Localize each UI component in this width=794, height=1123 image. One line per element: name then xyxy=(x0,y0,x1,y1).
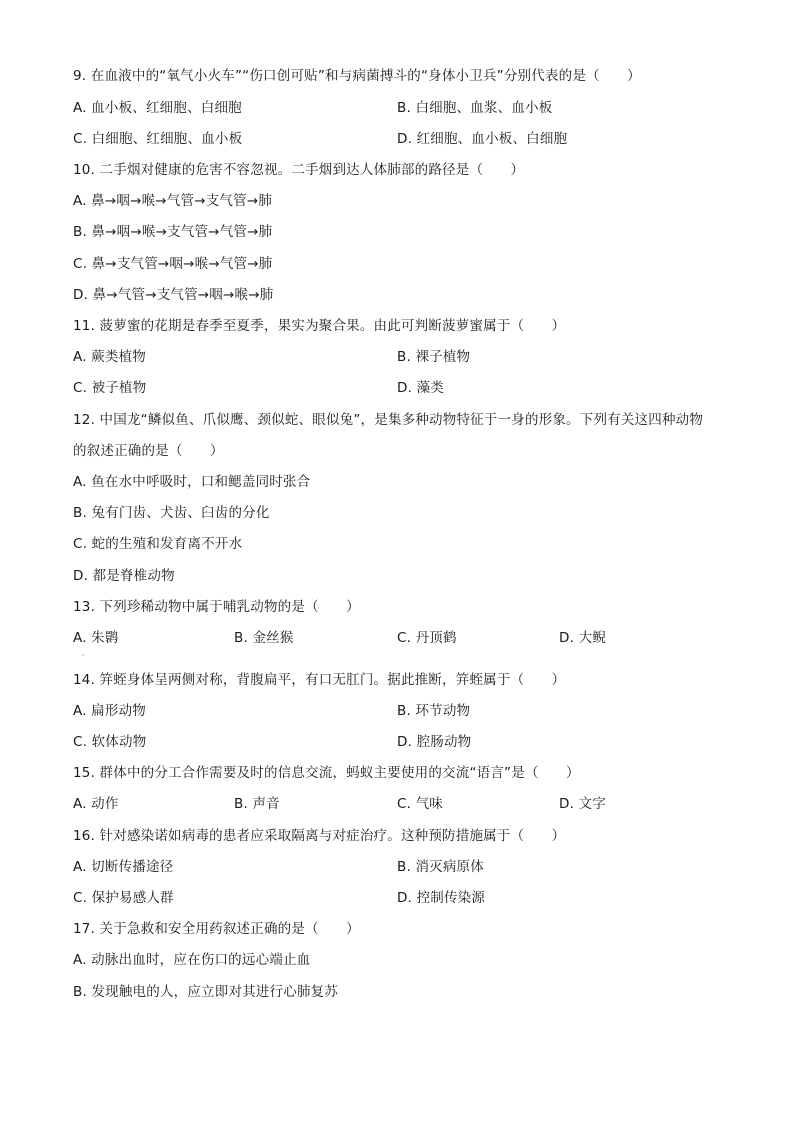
question-14-option-d: D. 腔肠动物 xyxy=(397,734,472,750)
question-14-stem: 14. 笄蛭身体呈两侧对称，背腹扁平，有口无肛门。据此推断，笄蛭属于（ ） xyxy=(73,672,566,688)
question-14-option-c: C. 软体动物 xyxy=(73,734,147,750)
question-17-option-a: A. 动脉出血时，应在伤口的远心端止血 xyxy=(73,952,311,968)
question-16-option-a: A. 切断传播途径 xyxy=(73,859,174,875)
question-10-option-a: A. 鼻→咽→喉→气管→支气管→肺 xyxy=(73,193,273,209)
question-16-option-c: C. 保护易感人群 xyxy=(73,890,174,906)
question-15-stem: 15. 群体中的分工合作需要及时的信息交流，蚂蚁主要使用的交流“语言”是（ ） xyxy=(73,765,580,781)
question-11-option-b: B. 裸子植物 xyxy=(397,349,471,365)
question-9-option-c: C. 白细胞、红细胞、血小板 xyxy=(73,131,243,147)
question-17-option-b: B. 发现触电的人，应立即对其进行心肺复苏 xyxy=(73,984,339,1000)
question-11-option-d: D. 藻类 xyxy=(397,380,444,396)
question-14-option-b: B. 环节动物 xyxy=(397,703,471,719)
question-12-option-b: B. 兔有门齿、犬齿、臼齿的分化 xyxy=(73,505,270,521)
question-15-option-a: A. 动作 xyxy=(73,796,119,812)
question-16-option-d: D. 控制传染源 xyxy=(397,890,486,906)
question-12-option-a: A. 鱼在水中呼吸时，口和鳃盖同时张合 xyxy=(73,474,311,490)
question-15-option-b: B. 声音 xyxy=(234,796,280,812)
question-11-stem: 11. 菠萝蜜的花期是春季至夏季，果实为聚合果。由此可判断菠萝蜜属于（ ） xyxy=(73,318,566,334)
question-12-option-c: C. 蛇的生殖和发育离不开水 xyxy=(73,536,243,552)
question-9-stem: 9. 在血液中的“氧气小火车”“伤口创可贴”和与病菌搏斗的“身体小卫兵”分别代表的是（ ） xyxy=(73,68,641,84)
question-11-option-a: A. 蕨类植物 xyxy=(73,349,146,365)
question-14-option-a: A. 扁形动物 xyxy=(73,703,146,719)
question-15-option-c: C. 气味 xyxy=(397,796,444,812)
question-9-option-b: B. 白细胞、血浆、血小板 xyxy=(397,100,553,116)
question-13-option-a: A. 朱鹮 xyxy=(73,630,119,646)
question-13-option-c: C. 丹顶鹤 xyxy=(397,630,457,646)
question-12-stem: 12. 中国龙“鳞似鱼、爪似鹰、颈似蛇、眼似兔”，是集多种动物特征于一身的形象。下列有关这四种动物 xyxy=(73,412,704,428)
question-16-option-b: B. 消灭病原体 xyxy=(397,859,484,875)
question-13-option-d: D. 大鲵 xyxy=(559,630,606,646)
question-10-option-b: B. 鼻→咽→喉→支气管→气管→肺 xyxy=(73,224,273,240)
question-12-option-d: D. 都是脊椎动物 xyxy=(73,568,175,584)
question-10-stem: 10. 二手烟对健康的危害不容忽视。二手烟到达人体肺部的路径是（ ） xyxy=(73,162,525,178)
stray-mark: · xyxy=(82,651,85,660)
question-13-option-b: B. 金丝猴 xyxy=(234,630,294,646)
question-9-option-d: D. 红细胞、血小板、白细胞 xyxy=(397,131,568,147)
question-17-stem: 17. 关于急救和安全用药叙述正确的是（ ） xyxy=(73,921,360,937)
question-11-option-c: C. 被子植物 xyxy=(73,380,147,396)
question-16-stem: 16. 针对感染诺如病毒的患者应采取隔离与对症治疗。这种预防措施属于（ ） xyxy=(73,828,566,844)
question-12-stem-continued: 的叙述正确的是（ ） xyxy=(73,443,224,459)
question-10-option-d: D. 鼻→气管→支气管→咽→喉→肺 xyxy=(73,287,274,303)
question-9-option-a: A. 血小板、红细胞、白细胞 xyxy=(73,100,242,116)
question-15-option-d: D. 文字 xyxy=(559,796,606,812)
question-10-option-c: C. 鼻→支气管→咽→喉→气管→肺 xyxy=(73,256,273,272)
question-13-stem: 13. 下列珍稀动物中属于哺乳动物的是（ ） xyxy=(73,599,360,615)
